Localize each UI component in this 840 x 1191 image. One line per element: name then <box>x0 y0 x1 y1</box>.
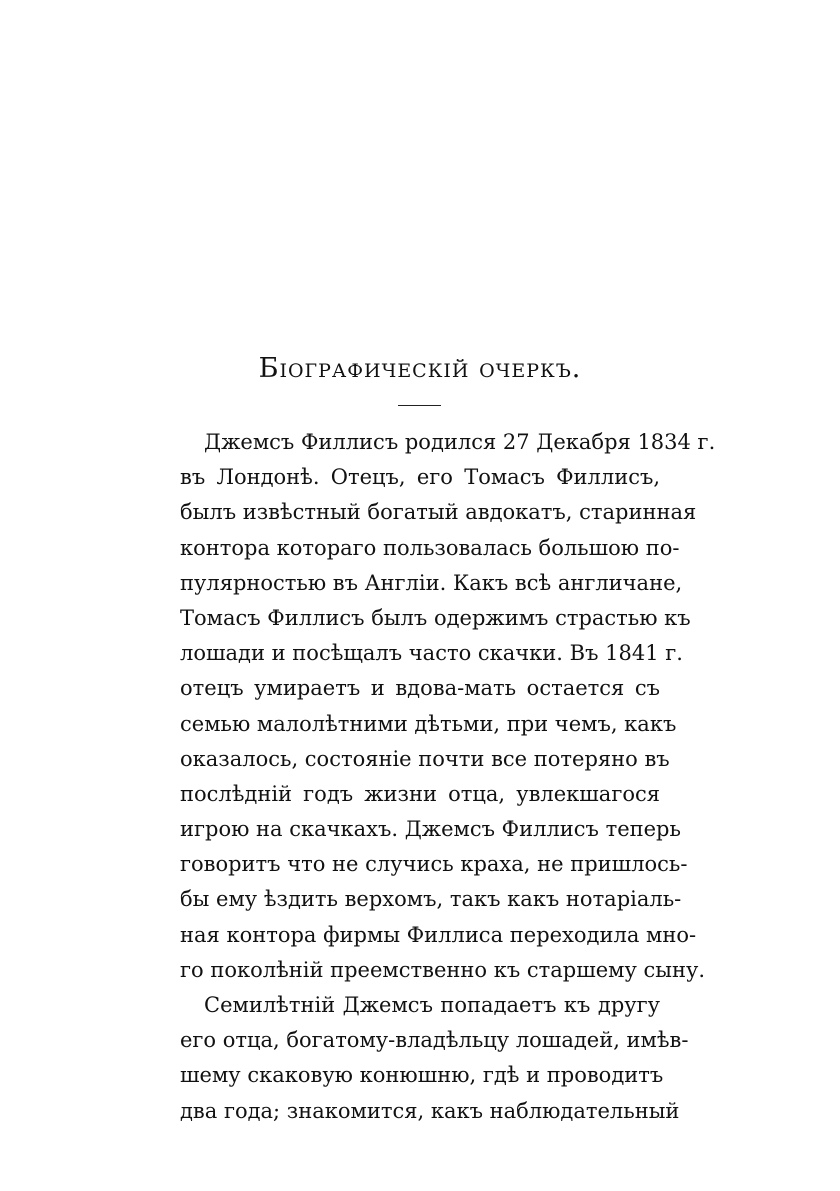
text-line: послѣдній годъ жизни отца, увлекшагося <box>180 781 660 806</box>
text-line: въ Лондонѣ. Отецъ, его Томасъ Филлисъ, <box>180 465 660 490</box>
text-line: игрою на скачкахъ. Джемсъ Филлисъ теперь <box>180 817 681 842</box>
text-line: Семилѣтній Джемсъ попадаетъ къ другу <box>204 993 660 1017</box>
body-text <box>180 425 716 1129</box>
text-line: шему скаковую конюшню, гдѣ и проводитъ <box>180 1063 664 1088</box>
text-line: пулярностью въ Англіи. Какъ всѣ англичане, <box>180 570 683 595</box>
title-divider <box>398 405 441 406</box>
text-line: отецъ умираетъ и вдова-мать остается съ <box>180 676 660 701</box>
text-line: контора котораго пользовалась большою по- <box>180 535 680 560</box>
text-line: его отца, богатому-владѣльцу лошадей, имѣв- <box>180 1028 689 1053</box>
text-line: го поколѣній преемственно къ старшему сыну. <box>180 957 706 982</box>
text-line: Томасъ Филлисъ былъ одержимъ страстью къ <box>180 605 691 630</box>
text-line: оказалось, состояніе почти все потеряно въ <box>180 746 670 771</box>
chapter-title: Біографическій очеркъ. <box>258 353 582 384</box>
text-line: бы ему ѣздить верхомъ, такъ какъ нотаріаль- <box>180 887 682 912</box>
text-line: два года; знакомится, какъ наблюдательный <box>180 1098 680 1123</box>
text-line: былъ извѣстный богатый авдокатъ, старинная <box>180 500 697 525</box>
text-line: лошади и посѣщалъ часто скачки. Въ 1841 г. <box>180 641 683 666</box>
text-line: Джемсъ Филлисъ родился 27 Декабря 1834 г. <box>204 430 716 454</box>
text-line: семью малолѣтними дѣтьми, при чемъ, какъ <box>180 711 677 736</box>
text-line: говоритъ что не случись краха, не пришлось- <box>180 852 688 877</box>
text-line: ная контора фирмы Филлиса переходила мно- <box>180 922 697 947</box>
